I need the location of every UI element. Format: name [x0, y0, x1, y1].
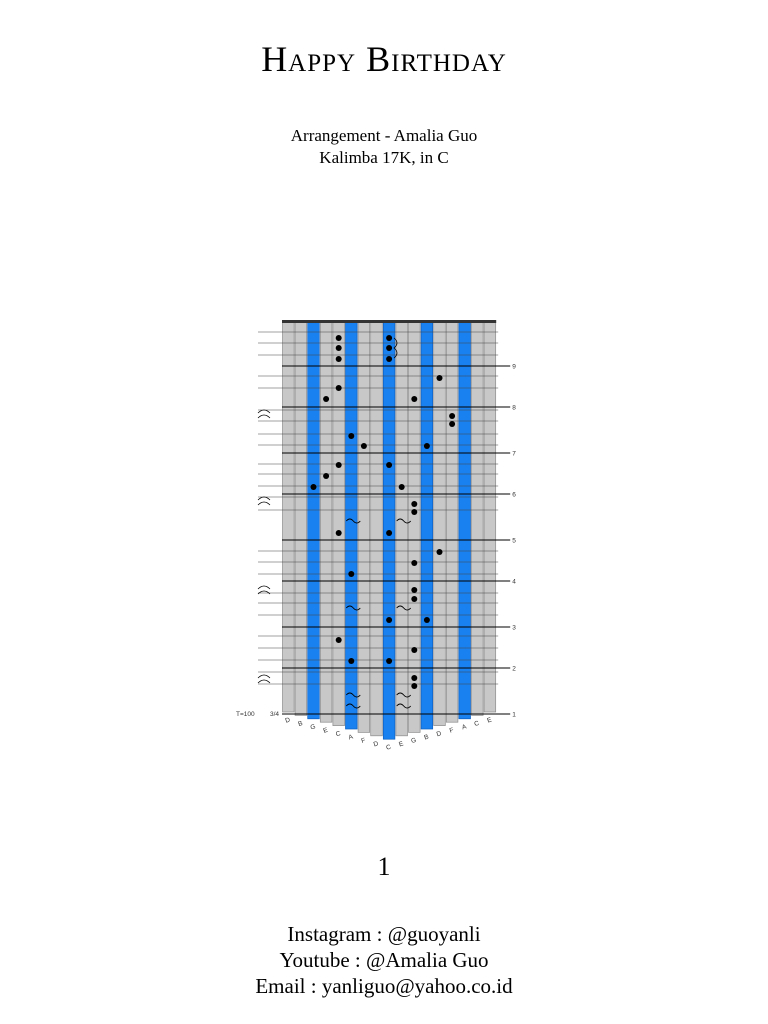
tine-16 — [484, 322, 496, 712]
note-dot — [386, 658, 392, 664]
tine-0 — [283, 322, 295, 712]
email-address: Email : yanliguo@yahoo.co.id — [255, 974, 513, 998]
tine-bridge — [282, 320, 496, 323]
tine-3 — [320, 322, 332, 722]
tine-label: E — [322, 726, 329, 735]
tine-15 — [472, 322, 484, 715]
measure-number: 3 — [512, 624, 516, 632]
tine-label: C — [385, 743, 392, 752]
note-dot — [411, 587, 417, 593]
tine-1 — [295, 322, 307, 715]
rhythm-mark — [258, 591, 270, 594]
tine-label: F — [448, 726, 455, 735]
tine-label: D — [435, 730, 443, 739]
tine-13 — [446, 322, 458, 722]
note-dot — [411, 596, 417, 602]
note-dot — [348, 658, 354, 664]
note-dot — [437, 375, 443, 381]
measure-number: 5 — [512, 537, 516, 545]
tine-label: D — [284, 716, 292, 725]
note-dot — [411, 647, 417, 653]
measure-number: 8 — [512, 404, 516, 412]
measure-number: 2 — [512, 665, 516, 673]
rhythm-mark — [258, 410, 270, 413]
note-dot — [336, 335, 342, 341]
rhythm-mark — [258, 680, 270, 683]
instrument-info: Kalimba 17K, in C — [319, 148, 449, 167]
tine-12 — [434, 322, 446, 726]
note-dot — [348, 433, 354, 439]
measure-number: 1 — [512, 711, 516, 719]
tine-label: G — [410, 736, 418, 746]
note-dot — [437, 549, 443, 555]
note-dot — [386, 530, 392, 536]
note-dot — [411, 675, 417, 681]
note-dot — [336, 530, 342, 536]
time-signature: 3/4 — [270, 711, 280, 718]
page-number: 1 — [377, 852, 391, 881]
tine-label: G — [309, 723, 317, 732]
tine-4 — [333, 322, 345, 726]
tine-6 — [358, 322, 370, 732]
tine-label: B — [297, 719, 304, 728]
tine-14 — [459, 322, 471, 719]
tine-label: E — [486, 716, 493, 725]
note-dot — [323, 396, 329, 402]
note-dot — [424, 443, 430, 449]
arrangement-credit: Arrangement - Amalia Guo — [290, 126, 478, 145]
note-dot — [348, 571, 354, 577]
note-dot — [336, 356, 342, 362]
tine-label: C — [334, 730, 342, 739]
note-dot — [411, 560, 417, 566]
tine-7 — [371, 322, 383, 736]
tine-label: F — [360, 737, 367, 745]
tine-10 — [409, 322, 421, 732]
note-dot — [399, 484, 405, 490]
note-dot — [386, 356, 392, 362]
note-dot — [311, 484, 317, 490]
note-dot — [336, 385, 342, 391]
tine-label: D — [372, 740, 380, 749]
note-dot — [411, 501, 417, 507]
tine-label: A — [461, 723, 468, 732]
rhythm-mark — [258, 497, 270, 500]
note-dot — [336, 637, 342, 643]
measure-number: 4 — [512, 578, 516, 586]
tine-label: A — [347, 733, 354, 742]
page-title: Happy Birthday — [261, 39, 507, 79]
note-dot — [411, 509, 417, 515]
note-dot — [424, 617, 430, 623]
note-dot — [449, 413, 455, 419]
rhythm-mark — [258, 502, 270, 505]
instagram-handle: Instagram : @guoyanli — [287, 922, 481, 946]
rhythm-mark — [258, 586, 270, 589]
rhythm-mark — [258, 675, 270, 678]
note-dot — [449, 421, 455, 427]
tine-label: B — [423, 733, 430, 742]
tine-9 — [396, 322, 408, 736]
measure-number: 7 — [512, 450, 516, 458]
note-dot — [336, 462, 342, 468]
note-dot — [411, 683, 417, 689]
note-dot — [386, 462, 392, 468]
note-dot — [336, 345, 342, 351]
note-dot — [386, 335, 392, 341]
rhythm-mark — [258, 415, 270, 418]
measure-number: 9 — [512, 363, 516, 371]
youtube-channel: Youtube : @Amalia Guo — [279, 948, 489, 972]
measure-number: 6 — [512, 491, 516, 499]
tempo-label: T=100 — [236, 711, 255, 718]
tine-label: E — [398, 740, 405, 749]
tine-2 — [308, 322, 320, 719]
note-dot — [386, 617, 392, 623]
note-dot — [323, 473, 329, 479]
note-dot — [386, 345, 392, 351]
note-dot — [411, 396, 417, 402]
tine-label: C — [473, 719, 481, 729]
note-dot — [361, 443, 367, 449]
